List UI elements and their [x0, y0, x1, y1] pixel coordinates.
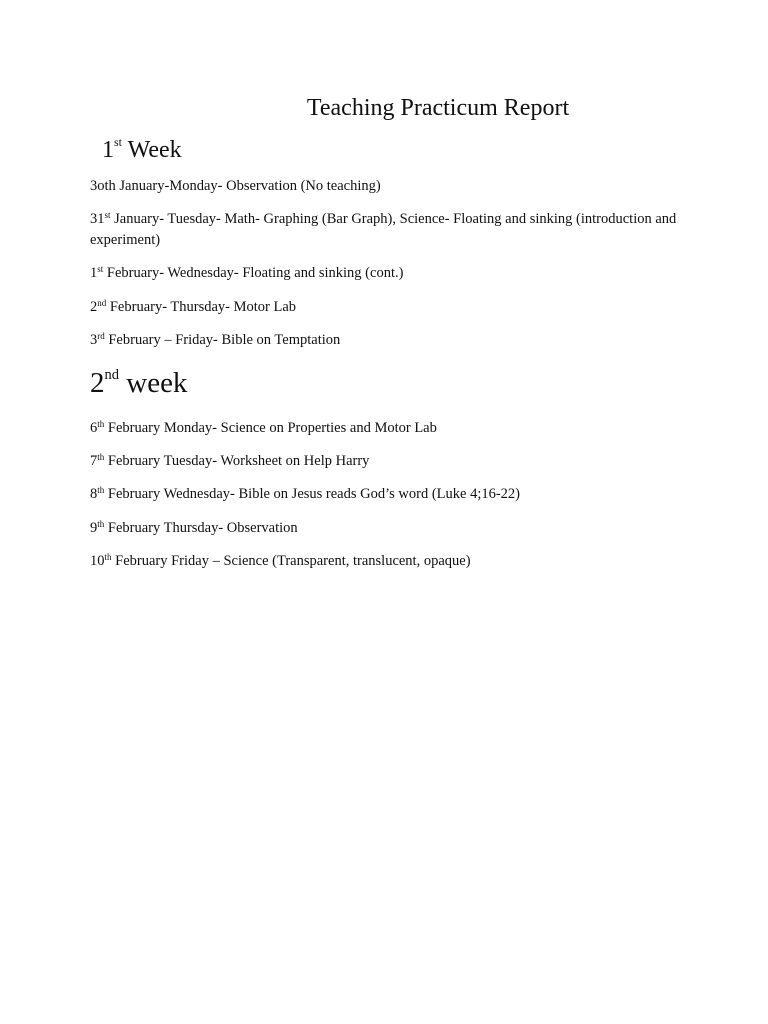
week-2-number: 2 [90, 367, 105, 399]
week-2-label: week [119, 367, 188, 399]
entry-date: 7 [90, 453, 98, 469]
entry-ordinal: st [104, 210, 111, 221]
entry-text: February Thursday- Observation [104, 520, 298, 536]
entry-ordinal: th [97, 485, 105, 496]
entry-ordinal: th [104, 552, 112, 563]
week-1-entry-3 [90, 263, 690, 284]
week-1-entry-2 [90, 209, 690, 251]
week-1-number: 1 [102, 137, 114, 163]
entry-date: 9 [90, 520, 98, 536]
week-1-entry-4 [90, 297, 690, 318]
entry-date: 10 [90, 553, 105, 569]
entry-ordinal: st [97, 264, 104, 275]
entry-date: 31 [90, 211, 105, 227]
entry-text: January- Tuesday- Math- Graphing (Bar Graph), Science- Floating and sinking (introduction and experiment) [90, 211, 677, 248]
week-2-entry-2 [90, 451, 690, 472]
entry-date: 1 [90, 265, 98, 281]
entry-text: February Tuesday- Worksheet on Help Harry [104, 453, 370, 469]
entry-text: February- Wednesday- Floating and sinking (cont.) [103, 265, 404, 281]
entry-ordinal: th [97, 452, 105, 463]
entry-text: February Wednesday- Bible on Jesus reads God’s word (Luke 4;16-22) [104, 486, 521, 502]
week-1-entry-5 [90, 330, 690, 351]
week-1-entry-1 [90, 176, 690, 197]
week-2-entry-3 [90, 484, 690, 505]
entry-text: February- Thursday- Motor Lab [106, 299, 297, 315]
week-1-label: Week [122, 137, 182, 163]
entry-ordinal: th [97, 519, 105, 530]
week-1-heading [102, 134, 182, 166]
entry-date: 8 [90, 486, 98, 502]
entry-date: 3oth January-Monday- Observation (No teaching) [90, 178, 381, 194]
week-1-ordinal: st [114, 135, 123, 150]
entry-date: 3 [90, 332, 98, 348]
entry-text: February Monday- Science on Properties and Motor Lab [104, 420, 437, 436]
entry-text: February – Friday- Bible on Temptation [104, 332, 341, 348]
entry-ordinal: nd [97, 298, 107, 309]
week-2-ordinal: nd [104, 366, 119, 383]
week-2-heading [90, 364, 187, 402]
week-2-entry-5 [90, 551, 690, 572]
week-2-entry-4 [90, 518, 690, 539]
entry-ordinal: rd [97, 331, 105, 342]
entry-date: 2 [90, 299, 98, 315]
report-title: Teaching Practicum Report [306, 95, 570, 121]
entry-ordinal: th [97, 419, 105, 430]
entry-date: 6 [90, 420, 98, 436]
entry-text: February Friday – Science (Transparent, translucent, opaque) [111, 553, 471, 569]
week-2-entry-1 [90, 418, 690, 439]
